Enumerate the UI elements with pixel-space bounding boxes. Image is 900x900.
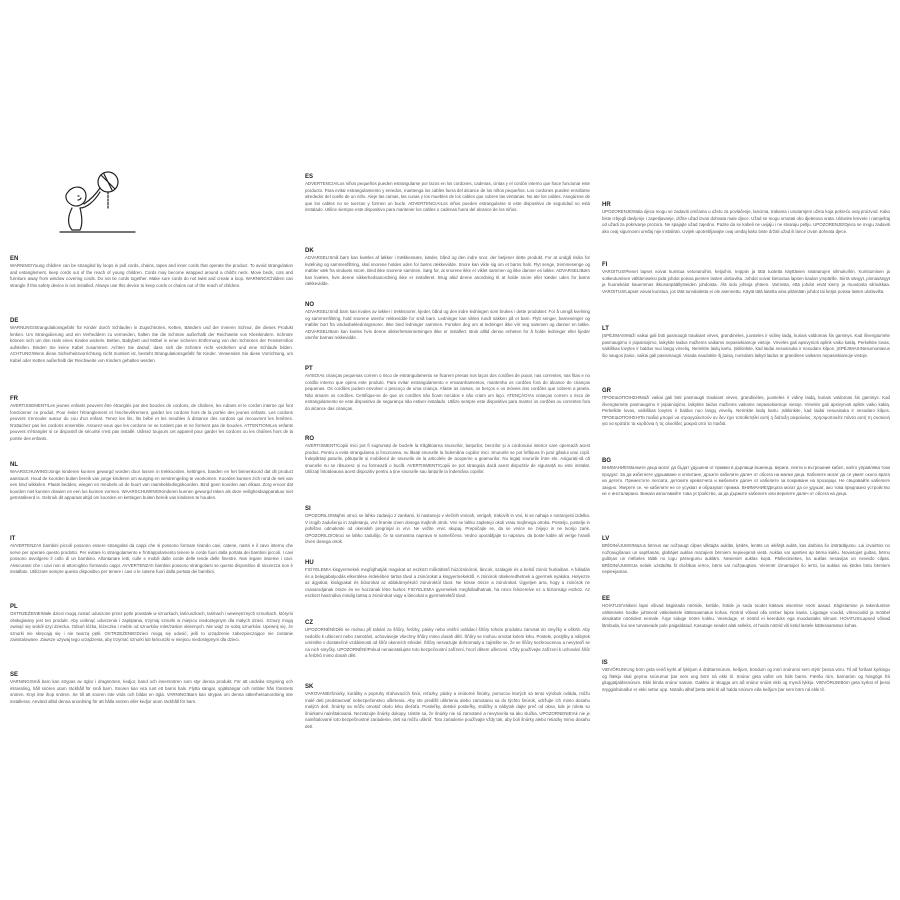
language-code: SI — [305, 506, 311, 512]
warning-text: UPOZORNĚNÍ!Děti se mohou při tahání za šňůry, řetízky, pásky nebo vnitřní ovládací šňůry tohoto produktu zamotat do smyčky a uškrtit. Aby nedošlo k uškrcení nebo zamotání, uchovávejte všechny šňůry mimo dosah dětí. Šňůry se mohou omotat kolem krku. Postele, postýlky a nábytek umístěte v dostatečné vzdálenosti od šňůr okenních stínidel. Šňůry nesvazujte dohromady a zajistěte se, že se šňůry nezkroucenou a nevytvoří se na nich smyčky. UPOZORNĚNÍ!Pokud nenainstalujete toto bezpečnostní zařízení, hrozí dětem uškrcení. Vždy používejte zařízení k uchování šňůr a řetízků mimo dosah dětí. — [305, 627, 590, 659]
warning-text: ADVERTENCIA!Los niños pequeños pueden estrangularse por lazos en los cordones, cadenas, cintas y el cordón interno que hace funcionar este producto. Para evitar estrangulamiento y enredos, mantenga los cables fuera del alcance de los niños pequeños. Los cordones pueden enrollarse alrededor del cuello de un niño. Aleje las camas, las cunas y los muebles de los cables que cubren las ventanas. No ate los cables. Asegúrese de que los cables no se tuerzan y formen un bucle. ADVERTENCIA!Los niños pueden estrangularse si este dispositivo de seguridad no está instalado. Utilice siempre este dispositivo para mantener los cables o cadenas fuera del alcance de los niños. — [305, 181, 590, 213]
language-code: IT — [10, 536, 16, 542]
warning-text: BRĪDINĀJUMS!Mazus bērnus var nožņaugt cilpas vilktajās auklās, ķēdēs, lentēs un iekšējā auklā, kas darbina šo izstrādājumu. Lai izvairītos no nožņaugšanas un sapīšanās, glabājiet auklas mazajiem bērniem nepieejamā vietā. Auklas var apvīties ap bērna kaklu. Novietojiet gultas, bērnu gultiņas un mēbeles tālāk no logu pārsegumu auklām. Nesieniet auklas kopā. Pārliecinieties, ka auklas nesavijas un neveido cilpas. BRĪDINĀJUMS!Ja netiek uzstādīta šī drošības ierīce, bērni var nožņaugties. Vienmēr izmantojiet šo ierīci, lai auklas vai ķēdes būtu bērniem nepieejamas. — [602, 543, 890, 575]
warning-block-gr — [602, 388, 890, 428]
language-code: RO — [305, 436, 314, 442]
language-code: PT — [305, 366, 313, 372]
warning-text: AVERTISMENT!Copiii mici pot fi sugrumați de buclele la trăgătoarea snururilor, lanțurilor, benzilor și a cordonului interior care operează acest produs. Pentru a evita strangularea și încurcarea, nu lăsați snururile la îndemâna copiilor mici. Snururile se pot înfășura în jurul gâtului unui copil. Îndepărtați paturile, pătuțurile și mobilierul de snururile de la articolele de acoperire a geamurilor. Nu legați snururile între ele. Asigurați-vă că snururile nu se răsucesc și nu formează o buclă. AVERTISMENT!Copiii se pot strangula dacă acest dispozitiv de siguranță nu este instalat. Utilizați întotdeauna acest dispozitiv pentru a ține snururile sau lanțurile la îndemâna copiilor. — [305, 443, 590, 475]
warning-block-se — [10, 672, 293, 705]
warning-text: ВНИМАНИЕ!Малките деца могат да бъдат удушени от примки в дърпащи въженца, вериги, ленти и вътрешния кабел, който управлява този продукт. За да избегнете удушаване и оплитане, дръжте кабелите далеч от обсега на малки деца. Кабелите могат да се увият около врата на детето. Преместете леглата, детските креватчета и мебелите далеч от кабелите за покриване на прозорци. Не свързвайте кабелите заедно. Уверете се, че кабелите не се усукват и образуват примка. ВНИМАНИЕ!Децата могат да се удушат, ако това предпазно устройство не е инсталирано. Винаги използвайте това устройство, за да държите кабелите или веригите далеч от обсега на деца. — [602, 465, 890, 497]
warning-block-fi — [602, 262, 890, 295]
warning-block-hr — [602, 202, 890, 235]
warning-text: WARNUNG!Strangulationsgefahr für Kinder durch Schlaufen in Zugschnüren, Ketten, Bändern und der inneren Schnur, die dieses Produkt lenken. Um Strangulierung und ein Verheddern zu vermeiden, halten Sie die Schnüre außerhalb der Reichweite von Kleinkindern. Schnüre können sich um den Hals eines Kindes wickeln. Betten, Babybett und Möbel in einer sicheren Entfernung von den Schnüren der Fensterrollos aufstellen. Binden Sie keine Kabel zusammen. Achten Sie darauf, dass sich die Schnüre nicht verdrehen und eine Schlaufe bilden. ACHTUNG!Wenn diese Sicherheitsvorrichtung nicht montiert ist, besteht Strangulationsgefahr für Kinder. Verwenden Sie diese Vorrichtung, um Kabel oder Ketten außerhalb der Reichweite von Kindern gehalten werden. — [10, 325, 293, 363]
language-code: PL — [10, 604, 18, 610]
language-code: HR — [602, 202, 611, 208]
warning-text: ΠΡΟΕΙΔΟΠΟΙΗΣΗ!Maži vaikai gali būti pasmaugti traukiant virves, grandinėles, juosteles ir vidinę laidą, kuriais valdomas šis gaminys. Kad išvengtumėte pasmaugimo ir įsipainiojimo, laikykite laidus mažiems vaikams nepasiekiamoje vietoje. Virvelės gali apsivynioti aplink vaiko kaklą. Perkelkite lovas, vaikiškas lovytes ir baldus nuo langų virvelių. Nerinkite laidų kartu. Įsitikinkite, kad laidai nesusisuka ir nesudaro kilpos. ΠΡΟΕΙΔΟΠΟΙΗΣΗ!Τα παιδιά μπορεί να στραγγαλιστούν αν δεν έχει τοποθετηθεί αυτή η διάταξη ασφαλείας. Χρησιμοποιείτε πάντα αυτή τη συσκευή για να κρατάτε τα κορδόνια ή τις αλυσίδες μακριά από τα παιδιά. — [602, 395, 890, 427]
warning-block-lt — [602, 326, 890, 359]
warning-block-sk — [305, 684, 590, 731]
warning-block-bg — [602, 458, 890, 498]
language-code: EN — [10, 256, 19, 262]
warning-text: ĮSPĖJIMAS!Maži vaikai gali būti pasmaugti traukiant virves, grandinėles, juosteles ir vidinę laidą, kuriais valdomas šis gaminys. Kad išvengtumėte pasmaugimo ir įsipainiojimo, laikykite laidus mažiems vaikams nepasiekiamoje vietoje. Virvelės gali apsivynioti aplink vaiko kaklą. Perkelkite lovas, vaikiškas lovytes ir baldus nuo langų virvelių. Nerinkite laidų kartu. Įsitikinkite, kad laidai nesusisuka ir nesudaro kilpos. ĮSPĖJIMAS!Nesumontavus šio saugos įtaiso, vaikai gali pasismaugti. Visada naudokite šį įtaisą, norėdami laikyti laidus ar grandines vaikams nepasiekiamoje vietoje. — [602, 333, 890, 358]
language-code: DE — [10, 318, 19, 324]
warning-block-pl — [10, 604, 293, 644]
language-code: DK — [305, 248, 314, 254]
language-code: GR — [602, 388, 611, 394]
warning-block-ro — [305, 436, 590, 476]
language-code: FR — [10, 396, 18, 402]
warning-block-it — [10, 536, 293, 576]
warning-text: OPOZORILO!Majhni otroci se lahko zadavijo z zankami, ki nastanejo v vlečnih vrvicah, verigah, trakovih in vrvi, ki se nahaja v notranjosti izdelka. V izogib zadušenju in zapletanju, vrvi hranite izven dosega majhnih otrok. Vrvi se lahko zapletejo okoli vratu majhnega otroka. Posteljo, postelje in pohištvo odmaknite od okenskih pregrinjal in vrvi. Ne vežite vrvic skupaj. Prepričajte se, da se vrvice ne zvijejo in ne tvorijo zank. OPOZORILO!Otroci se lahko zadušijo, če ta varnostna naprava ni nameščena. Vedno uporabljajte to napravo, da boste kable ali verige hranili izven dosega otrok. — [305, 513, 590, 545]
warning-text: VAROITUS!Pienet lapset voivat kuristua vetonaruihin, ketjuihin, teippiin ja tätä tuotetta käyttävien sisänarujen silmukoihin. Kuristumisen ja sotkeutumisen välttämiseksi pidä johdot poissa pienten lasten ulottuvilta. Johdot voivat kietoutua lapsen kaulan ympärille. Siirrä sängyt, pinnasängyt ja huonekalut kauemmas ikkunanpäällysteiden johdoista. Älä sido johtoja yhteen. Varmista, että johdot eivät kierry ja muodosta silmukkaa. VAROITUS!Lapset voivat kuristua, jos tätä turvalaitetta ei ole asennettu. Käytä tätä laitetta aina pitämään johdot tai ketjut poissa lasten ulottuvilta. — [602, 269, 890, 294]
language-code: NO — [305, 302, 314, 308]
warning-text: AVVERTENZA!I bambini piccoli possono essere strangolati da cappi che si possono formare tirando cavi, catene, nastri e il cavo interno che serve per operare questo prodotto. Per evitare lo strangolamento e l'intrappolamento tenere le corde fuori dalla portata dei bambini piccoli. I cavi possono avvolgersi il collo di un bambino. Allontanare letti, culle e mobili dalle corde delle tende delle finestre. Non legare insieme i cavi. Assicurarsi che i cavi non si attorciglino formando cappi. AVVERTENZA!I bambini possono strangolarsi se questo dispositivo di sicurezza non è installato. Utilizzare sempre questo dispositivo per tenere i cavi o le catene fuori dalla portata dei bambini. — [10, 543, 293, 575]
language-code: EE — [602, 596, 611, 602]
warning-block-si — [305, 506, 590, 546]
language-code: SK — [305, 684, 314, 690]
warning-block-no — [305, 302, 590, 342]
warning-text: VAROVANIE!Šnúrky, koráliky a popruhy sťahovacích šnúr, reťazky, pásky a vnútorné šnúrky, pomocou ktorých sa tento výrobok ovláda, môžu malé deti predstavovať nebezpečenstvo uškrtenia. Aby ste predišli uškrteniu alebo zamotaniu sa do týchto šnúrok, udržujte ich mimo dosahu malých detí. Šnúrky sa môžu omotať okolo krku dieťaťa. Postieľky, detské postieľky, stoličky a nábytok dajte preč od okna, kde je roleta so šnúrkami nainštalovaná. Nezväzujte šnúrky dokopy. Uistite sa, že šnúrky nie sú zamotané a nevytvorila sa ako slučka. UPOZORNENIE!Ak nie je nainštalované toto bezpečnostné zariadenie, deti sa môžu uškrtiť. Toto zariadenie používajte vždy tak, aby boli šnúrky alebo retiazky mimo dosahu detí. — [305, 691, 590, 729]
warning-text: VIÐVÖRUN!Ung börn geta verið kyrkt af lykkjum á dráttarsnúrum, keðjum, böndum og innri snúrunni sem stýrir þessa vöru. Til að forðast kyrkingu og flækju skal geyma snúrurnar þar sem ung börn ná ekki til. Snúrur geta vafist um háls barns. Færðu rúm, barnarúm og húsgögn frá gluggatjaldssnúrum. Ekki binda snúrur saman. Gakktu úr skugga um að snúrur snúist ekki og myndi lykkju. VIÐVÖRUN!Börn geta kyrkst ef þessi öryggisbúnaður er ekki settur upp. Notaðu alltaf þetta tæki til að halda snúrum eða keðjum þar sem börn ná ekki til. — [602, 667, 890, 692]
language-code: SE — [10, 672, 19, 678]
warning-text: WAARSCHUWING!Jonge kinderen kunnen gewurgd worden door lussen in trekkoorden, kettingen, banden en het binnenkoord dat dit product aanstuurt. Houd de koorden buiten bereik van jonge kinderen om wurging en verstrengeling te voorkomen. Koorden kunnen zich rond de nek van een kind wikkelen. Plaats bedden, wiegen en meubels uit de buurt van raambekledingskoorden. Bind geen koorden aan elkaar. Zorg ervoor dat koorden niet kunnen draaien en een lus kunnen vormen. WAARSCHUWING!Kinderen kunnen gewurgd raken als deze veiligheidsapparatuur niet geïnstalleerd is. Gebruik dit apparaat altijd om koorden en kettingen buiten bereik van kinderen te houden. — [10, 469, 293, 501]
language-code: ES — [305, 174, 314, 180]
language-code: LV — [602, 536, 610, 542]
warning-block-fr — [10, 396, 293, 443]
warning-block-is — [602, 660, 890, 693]
warning-block-es — [305, 174, 590, 214]
warning-block-ee — [602, 596, 890, 629]
warning-text: VARNING!Små barn kan strypas av öglor i dragsnören, kedjor, band och innersnören som styr denna produkt. För att undvika strypning och intrassling, håll snören utom räckhåll för små barn. Snoren kan vira runt ett barns hals. Flytta sängar, spjälsängar och möbler från fönstrets snören. Knyt inte ihop snören. Se till att snoren inte vrids och bildar en ögla. VARNING!Barn kan strypas om denna säkerhetsanordning inte installeras. Använd alltid denna anordning för att hålla snören eller kedjor utom räckhåll för barn. — [10, 679, 293, 704]
warning-text: AVISO!As crianças pequenas correm o risco de estrangulamento se ficarem presas nos laços dos cordões de puxar, nas correntes, nas fitas e no cordão interno que opera este produto. Para evitar estrangulamento e emaranhamentos, mantenha os cordões fora do alcance de crianças pequenas. Os cordões podem envolver o pescoço de uma criança. Afaste as camas, os berços e os móveis dos cordões que cobrem a janela. Não amarre os cordões. Certifique-se de que os cordões não ficam torcidos e não criam um laço. ATENÇÃO!As crianças correm o risco de estrangulamento se este dispositivo de segurança não estiver instalado. Utilize sempre este dispositivo para manter os cordões ou correntes fora do alcance das crianças. — [305, 373, 590, 411]
language-code: HU — [305, 560, 314, 566]
warning-block-hu — [305, 560, 590, 600]
warning-block-lv — [602, 536, 890, 576]
warning-text: ADVARSEL!Små børn kan kvæles af løkker i trækkesnøre, kæder, bånd og den indre snor, der betjener dette produkt. For at undgå risiko for kvælning og sammenfiltring, skal snorene holdes uden for børns rækkevidde. Snore kan vikle sig om et barns hals. Flyt senge, tremmesenge og møbler væk fra vinduets snore. Bind ikke snorene sammen. Sørg for, at snorene ikke er viklet sammen og ikke danner en løkke. ADVARSEL!Børn kan kvæles, hvis denne sikkerhedsanordning ikke er installeret. Brug altid denne anordning til at holde snore eller kæder uden for børns rækkevidde. — [305, 255, 590, 287]
warning-text: UPOZORENJE!Mala djeca mogu se zadaviti omčama u užetu za povlačenje, lancima, trakama i unutarnjem užetu koja pokreću ovaj proizvod. Kako biste izbjegli davljenje i zapetljavanje, držite užad izvan dohvata male djece. Užad se mogu omotati oko djetetova vrata. Uklonite krevete i namještaj od užadi za pokrivanje prozora. Ne spajajte užad zajedno. Pazite da se kabeli ne uvijaju i ne stvaraju petlju. UPOZORENJE!Djeca se mogu zadaviti ako ovaj sigurnosni uređaj nije instaliran. Uvijek upotrebljavajte ovaj uređaj kako biste držali užad ili lance izvan dohvata djece. — [602, 209, 890, 234]
language-code: BG — [602, 458, 611, 464]
warning-block-pt — [305, 366, 590, 413]
language-code: LT — [602, 326, 609, 332]
warning-text: WARNING!Young children can be strangled by loops in pull cords, chains, tapes and inner cords that operate the product. To avoid strangulation and entanglement, keep cords out of the reach of young children. Cords may become wrapped around a child's neck. Move beds, cots and furniture away from window covering cords. Do not tie cords together. Make sure cords do not twist and create a loop. WARNING!Children can strangle if this safety device is not installed. Always use this device to keep cords or chains out of the reach of children. — [10, 263, 293, 288]
language-code: CZ — [305, 620, 313, 626]
warning-block-dk — [305, 248, 590, 288]
warning-text: AVERTISSEMENT!Les jeunes enfants peuvent être étranglés par des boucles de cordons, de chaînes, les rubans et le cordon interne qui font fonctionner ce produit. Pour éviter l'étranglement et l'enchevêtrement, gardez les cordons hors de la portée des jeunes enfants. Les cordons peuvent s'enrouler autour du cou d'un enfant. Tenez les lits, lits bébé et les meubles à distance des cordons qui recouvrent les fenêtres. N'attachez pas les cordons ensemble. Assurez-vous que les cordons ne se tordent pas et ne forment pas de boucles. ATTENTION!Les enfants peuvent s'étrangler si ce dispositif de sécurité n'est pas installé. Utilisez toujours cet appareil pour garder les cordons ou les chaînes hors de la portée des enfants. — [10, 403, 293, 441]
language-code: NL — [10, 462, 18, 468]
warning-text: FIGYELEM!A kisgyermekek megfojthatják magukat az eszközt működtető húzózsinórok, láncok, szalagok és a belső zsinór hurkaiban. A fulladás és a belegabalyodás elkerülése érdekében tartsa távol a zsinórokat a kisgyermekektől. A zsinórok rátekeredhetnek a gyermek nyakára. Helyezze az ágyakat, kiságyakat és bútorokat az ablakárnyékoló zsinóroktól távol. Ne kösse össze a zsinórokat. Ügyeljen arra, hogy a zsinórok ne csavarodjanak össze és ne hozzanak létre hurkot. FIGYELEM!A gyermekek megfulladhatnak, ha nincs felszerelve ez a biztonsági eszköz. Az eszközt használva mindig tartsa a zsinórokat vagy a láncokat a gyermekektől távol. — [305, 567, 590, 599]
warning-block-en — [10, 256, 293, 289]
warning-text: HOIATUS!Väikesi lapsi võivad kägistada nööride, kettide, lintide ja seda toodet käitava sisemise nööri aasad. Kägistamise ja takerdumise vältimiseks hoidke juhtmeid väikelastele kättesaamatus kohas. Nöörid võivad olla ümber lapse kaela. Liigutage voodid, võrevoodid ja mööbel aknakatte nööridest eemale. Ärge siduge nööre kokku. Veenduge, et nöörid ei keerduks ega moodustaks silmust. HOIATUS!Lapsed võivad lämbuda, kui see turvaseade pole paigaldatud. Kasutage seadet alati selleks, et hoida nöörid või ketid lastele kättesaamatus kohas. — [602, 603, 890, 628]
warning-text: ADVARSEL!Små barn kan kvales av løkker i trekksnorer, kjeder, bånd og den indre ledningen som brukes i dette produktet. For å unngå kvelning og sammenfiltring, hold snorene utenfor rekkevidde for små barn. Ledninger kan vikles rundt nakken på et barn. Flytt senger, barnesenger og møbler bort fra vindusbekledningsnorer. Ikke bind ledninger sammen. Forsikre deg om at ledninger ikke vrir seg sammen og danner en løkke. ADVARSEL!Barn kan kveles hvis denne sikkerhetsinnretningen ikke er installert. Bruk alltid denne enheten for å holde ledninger eller kjeder utenfor barnas rekkevidde. — [305, 309, 590, 341]
warning-block-cz — [305, 620, 590, 660]
warning-text: OSTRZEŻENIE!Małe dzieci mogą zostać uduszone przez pętle powstałe w sznurkach, łańcuszkach, taśmach i wewnętrznych sznurkach, którymi obsługiwany jest ten produkt. Aby uniknąć uduszenia i zaplątania, trzymaj sznurki w miejscu niedostępnym dla małych dzieci. Sznury mogą owinąć się wokół szyi dziecka. Odsuń łóżka, łóżeczka i meble od sznurków rolet/zasłon okiennych. Nie wiąż ze sobą sznurków. Upewnij się, że sznurki nie skręcają się i nie tworzą pętli. OSTRZEŻENIE!Dzieci mogą się udusić, jeśli to urządzenie zabezpieczające nie zostanie zainstalowane. Zawsze używaj tego urządzenia, aby trzymać sznurki lub łańcuszki w miejscu niedostępnym dla dzieci. — [10, 611, 293, 643]
language-code: FI — [602, 262, 608, 268]
language-code: IS — [602, 660, 608, 666]
warning-block-nl — [10, 462, 293, 502]
warning-block-de — [10, 318, 293, 365]
child-window-cord-warning-icon — [50, 168, 140, 248]
